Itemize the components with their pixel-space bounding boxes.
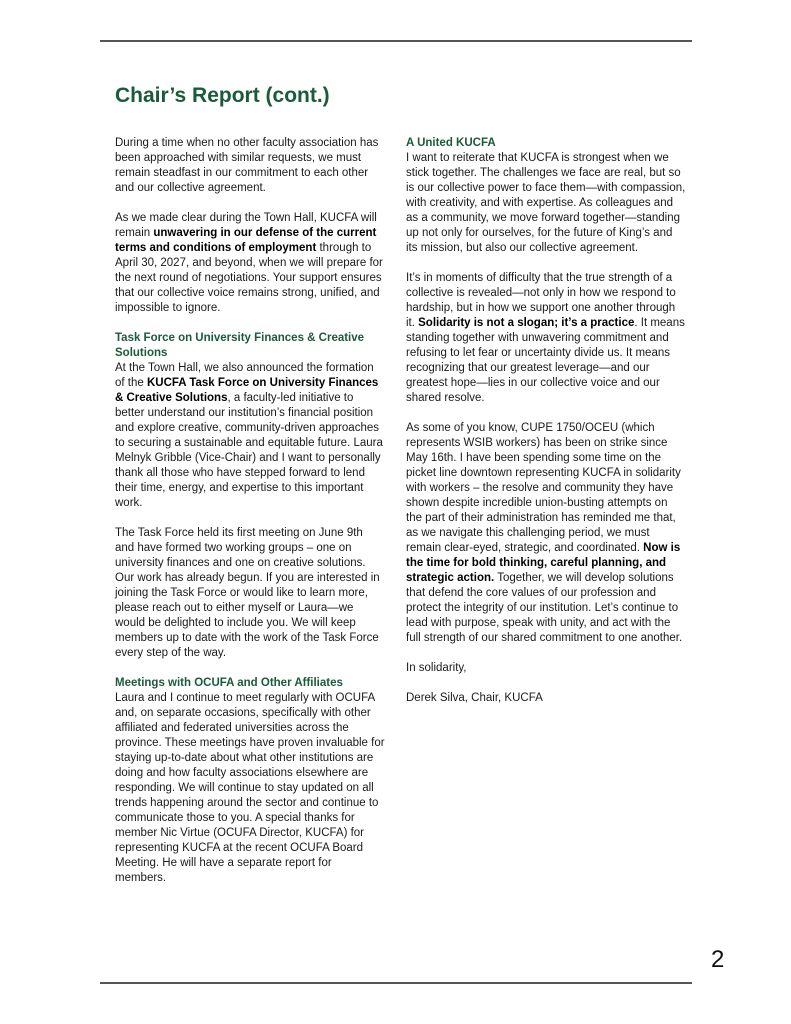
page-title: Chair’s Report (cont.) [115, 84, 330, 107]
signature: Derek Silva, Chair, KUCFA [406, 692, 543, 704]
footer-rule [100, 982, 692, 984]
text: It’s in moments of difficulty that the true strength of a collective is revealed—not only in how we respond to hardship, but in how we support one another through it. [406, 272, 676, 329]
paragraph: I want to reiterate that KUCFA is strongest when we stick together. The challenges we face are real, but so is our collective power to face them—with compassion, with creativity, and with expertise. As colleagues and as a community, we move forward together—standing up not only for ourselves, for the future of King’s and its mission, but also our collective agreement. [406, 152, 686, 254]
bold-text: unwavering in our defense of the current terms and conditions of employment [115, 227, 377, 254]
text: Together, we will develop solutions that defend the core values of our profession and protect the integrity of our institution. Let’s continue to lead with purpose, speak with unity, and act with the full strength of our shared commitment to one another. [406, 572, 683, 644]
paragraph [406, 271, 686, 406]
section-heading-united: A United KUCFA [406, 137, 496, 149]
paragraph: Laura and I continue to meet regularly with OCUFA and, on separate occasions, specifically with other affiliated and federated universities across the province. These meetings have proven invaluable for staying up-to-date about what other institutions are doing and how faculty associations elsewhere are responding. We will continue to stay updated on all trends happening around the sector and continue to communicate those to you. A special thanks for member Nic Virtue (OCUFA Director, KUCFA) for representing KUCFA at the recent OCUFA Board Meeting. He will have a separate report for members. [115, 692, 385, 884]
text: As we made clear during the Town Hall, KUCFA will remain [115, 212, 377, 239]
right-column [406, 136, 686, 721]
section-heading-meetings: Meetings with OCUFA and Other Affiliates [115, 677, 343, 689]
text: At the Town Hall, we also announced the formation of the [115, 362, 374, 389]
text: . It means standing together with unwavering commitment and refusing to let fear or uncertainty divide us. It means recognizing that our greatest leverage—and our greatest hope—lies in our collective voice and our shared resolve. [406, 317, 685, 404]
text: through to April 30, 2027, and beyond, when we will prepare for the next round of negotiations. Your support ensures that our collective voice remains strong, unified, and impossible to ignore. [115, 242, 383, 314]
page-number: 2 [711, 946, 725, 973]
left-column [115, 136, 385, 901]
paragraph [406, 421, 686, 646]
paragraph [115, 361, 385, 511]
closing: In solidarity, [406, 662, 467, 674]
paragraph: The Task Force held its first meeting on June 9th and have formed two working groups – one on university finances and one on creative solutions. Our work has already begun. If you are interested in joining the Task Force or would like to learn more, please reach out to either myself or Laura—we would be delighted to include you. We will keep members up to date with the work of the Task Force every step of the way. [115, 527, 380, 659]
bold-text: KUCFA Task Force on University Finances & Creative Solutions [115, 377, 379, 404]
paragraph: During a time when no other faculty association has been approached with similar requests, we must remain steadfast in our commitment to each other and our collective agreement. [115, 137, 379, 194]
text: , a faculty-led initiative to better understand our institution’s financial position and explore creative, community-driven approaches to securing a sustainable and equitable future. Laura Melnyk Gribble (Vice-Chair) and I want to personally thank all those who have stepped forward to lend their time, energy, and expertise to this important work. [115, 392, 383, 509]
text: As some of you know, CUPE 1750/OCEU (which represents WSIB workers) has been on strike since May 16th. I have been spending some time on the picket line downtown representing KUCFA in solidarity with workers – the resolve and community they have shown despite incredible union-busting attempts on the part of their administration has reminded me that, as we navigate this challenging period, we must remain clear-eyed, strategic, and coordinated. [406, 422, 681, 554]
header-rule [100, 40, 692, 42]
paragraph [115, 211, 385, 316]
bold-text: Now is the time for bold thinking, careful planning, and strategic action. [406, 542, 681, 584]
bold-text: Solidarity is not a slogan; it’s a practice [418, 317, 635, 329]
section-heading-task-force: Task Force on University Finances & Creative Solutions [115, 332, 365, 359]
